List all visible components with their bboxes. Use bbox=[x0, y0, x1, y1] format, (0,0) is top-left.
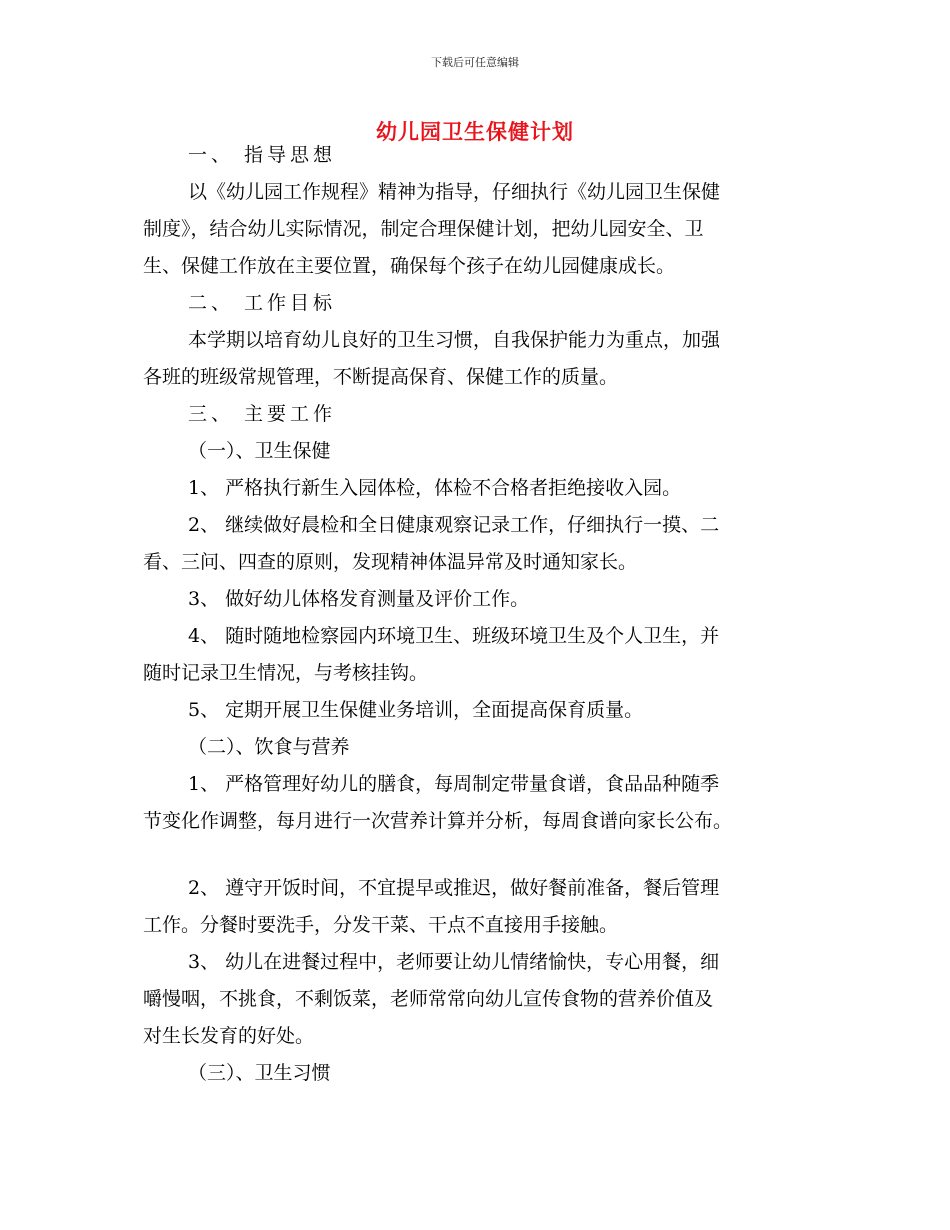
document-title: 幼儿园卫生保健计划 bbox=[376, 119, 574, 144]
list-item-line: 嚼慢咽，不挑食，不剩饭菜，老师常常向幼儿宣传食物的营养价值及 bbox=[143, 988, 714, 1010]
list-item-line: 2、 遵守开饭时间，不宜提早或推迟，做好餐前准备，餐后管理 bbox=[188, 877, 720, 899]
list-item-line: 3、 幼儿在进餐过程中，老师要让幼儿情绪愉快，专心用餐，细 bbox=[188, 951, 720, 973]
subsection-heading: （三）、卫生习惯 bbox=[188, 1062, 331, 1084]
list-item-line: 1、 严格执行新生入园体检，体检不合格者拒绝接收入园。 bbox=[188, 477, 682, 499]
paragraph-line: 以《幼儿园工作规程》精神为指导，仔细执行《幼儿园卫生保健 bbox=[188, 181, 721, 203]
section-heading: 二、 工作目标 bbox=[188, 292, 337, 314]
paragraph-line: 制度》，结合幼儿实际情况，制定合理保健计划，把幼儿园安全、卫 bbox=[143, 218, 704, 240]
subsection-heading: （二）、饮食与营养 bbox=[188, 736, 350, 758]
list-item-line: 5、 定期开展卫生保健业务培训，全面提高保育质量。 bbox=[188, 699, 644, 721]
list-item-line: 节变化作调整，每月进行一次营养计算并分析，每周食谱向家长公布。 bbox=[143, 810, 733, 832]
page-header-note: 下载后可任意编辑 bbox=[431, 56, 519, 69]
list-item-line: 工作。分餐时要洗手，分发干菜、干点不直接用手接触。 bbox=[143, 914, 619, 936]
list-item-line: 2、 继续做好晨检和全日健康观察记录工作，仔细执行一摸、二 bbox=[188, 514, 720, 536]
section-heading: 一、 指导思想 bbox=[188, 144, 337, 166]
list-item-line: 3、 做好幼儿体格发育测量及评价工作。 bbox=[188, 588, 530, 610]
paragraph-line: 本学期以培育幼儿良好的卫生习惯，自我保护能力为重点，加强 bbox=[188, 329, 721, 351]
list-item-line: 对生长发育的好处。 bbox=[143, 1025, 315, 1047]
list-item-line: 看、三问、四查的原则，发现精神体温异常及时通知家长。 bbox=[143, 551, 638, 573]
section-heading: 三、 主要工作 bbox=[188, 403, 337, 425]
paragraph-line: 各班的班级常规管理，不断提高保育、保健工作的质量。 bbox=[143, 366, 619, 388]
paragraph-gap bbox=[143, 840, 813, 870]
list-item-line: 4、 随时随地检察园内环境卫生、班级环境卫生及个人卫生，并 bbox=[188, 625, 720, 647]
paragraph-line: 生、保健工作放在主要位置，确保每个孩子在幼儿园健康成长。 bbox=[143, 255, 676, 277]
document-body bbox=[143, 137, 813, 1092]
list-item-line: 随时记录卫生情况，与考核挂钩。 bbox=[143, 662, 429, 684]
subsection-heading: （一）、卫生保健 bbox=[188, 440, 331, 462]
list-item-line: 1、 严格管理好幼儿的膳食，每周制定带量食谱，食品品种随季 bbox=[188, 773, 720, 795]
